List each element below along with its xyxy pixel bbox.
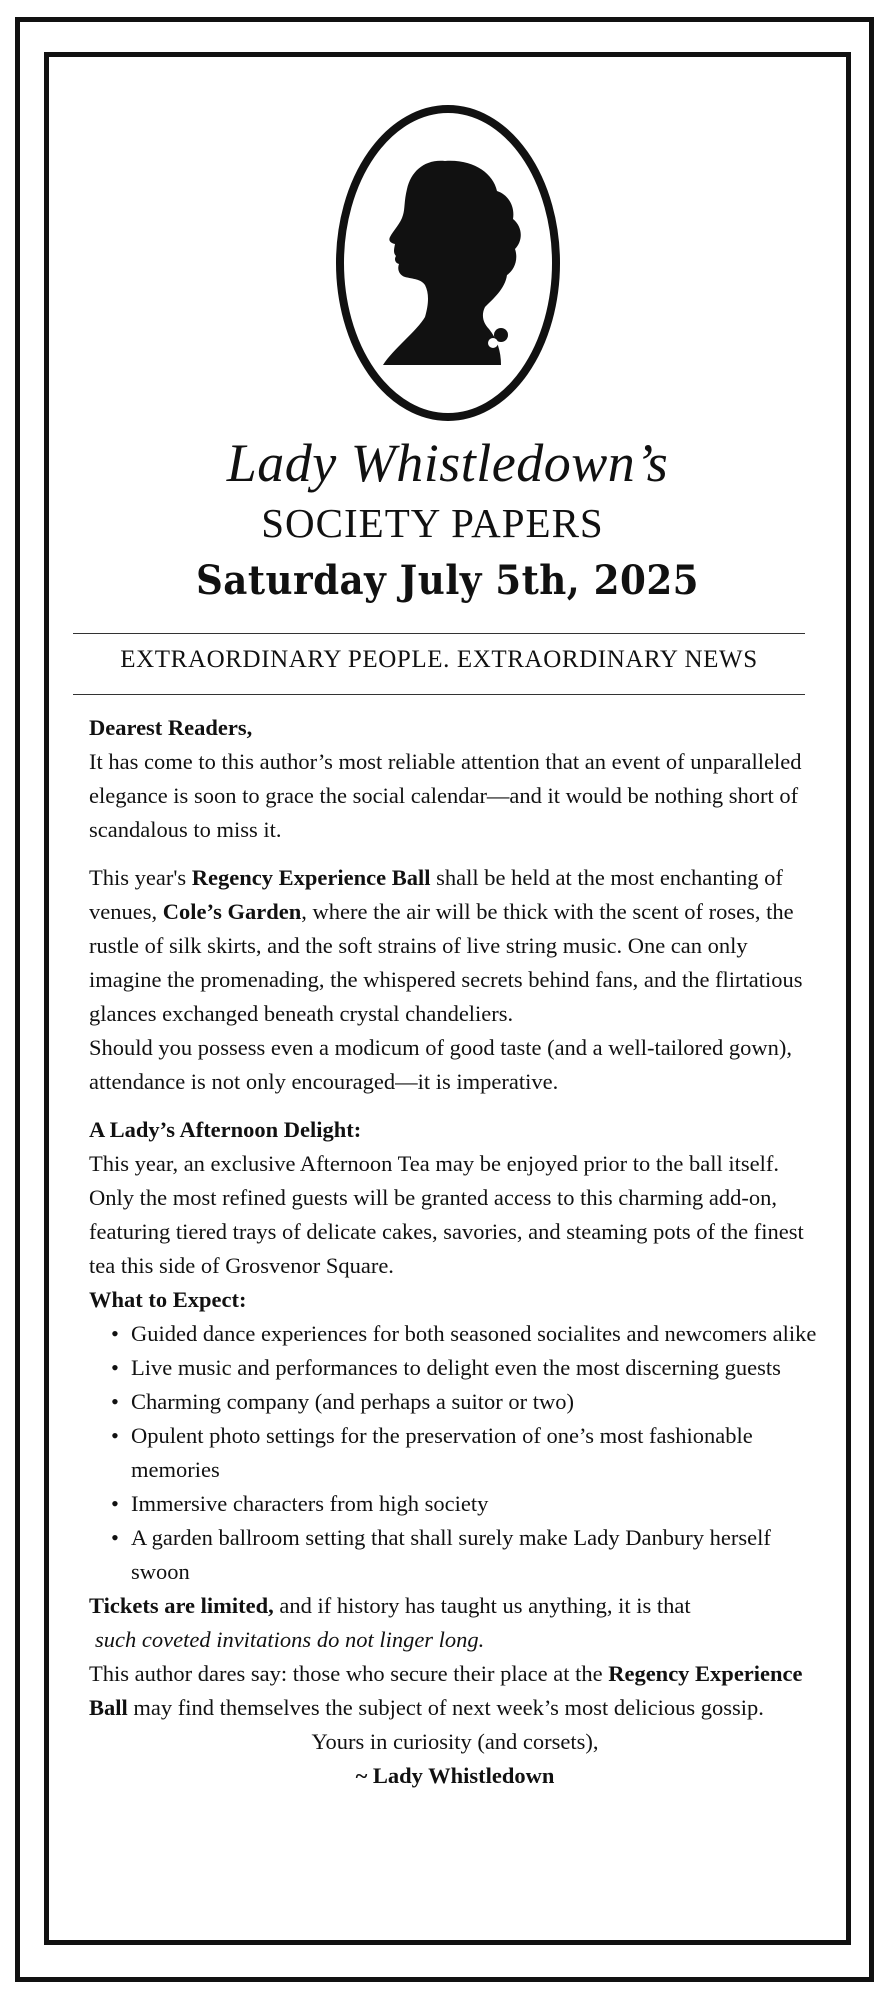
signature: ~ Lady Whistledown <box>355 1763 555 1788</box>
list-item: • Live music and performances to delight even the most discerning guests <box>89 1351 821 1385</box>
title-main: SOCIETY PAPERS <box>261 500 604 546</box>
list-item: • Guided dance experiences for both seasoned socialites and newcomers alike <box>89 1317 821 1351</box>
list-item: • A garden ballroom setting that shall surely make Lady Danbury herself swoon <box>89 1521 821 1589</box>
tickets-paragraph: Tickets are limited, and if history has taught us anything, it is that <box>89 1593 691 1618</box>
closing-line: Yours in curiosity (and corsets), <box>311 1729 599 1754</box>
expect-heading: What to Expect: <box>89 1287 247 1312</box>
lady-silhouette-cameo-icon <box>333 103 563 423</box>
tea-heading: A Lady’s Afternoon Delight: <box>89 1117 362 1142</box>
list-item: • Immersive characters from high society <box>89 1487 821 1521</box>
list-item: • Charming company (and perhaps a suitor or two) <box>89 1385 821 1419</box>
divider-bottom <box>73 694 805 695</box>
event-paragraph: This year's Regency Experience Ball shall be held at the most enchanting of venues, Cole’s Garden, where the air will be thick with the scent of roses, the rustle of silk skirts, and the soft strains of live string music. One can only imagine the promenading, the whispered secrets behind fans, and the flirtatious glances exchanged beneath crystal chandeliers. <box>89 865 803 1026</box>
issue-date: Saturday July 5th, 2025 <box>195 557 700 604</box>
list-item: • Opulent photo settings for the preservation of one’s most fashionable memories <box>89 1419 821 1487</box>
gossip-paragraph: This author dares say: those who secure their place at the Regency Experience Ball may find themselves the subject of next week’s most delicious gossip. <box>89 1661 803 1720</box>
venue-name: Cole’s Garden <box>162 899 302 924</box>
expect-list <box>89 1317 821 1589</box>
event-name-closing: Regency Experience Ball <box>89 1661 803 1720</box>
tickets-italic: such coveted invitations do not linger long. <box>95 1627 485 1652</box>
divider-top <box>73 633 805 634</box>
tagline: EXTRAORDINARY PEOPLE. EXTRAORDINARY NEWS <box>120 646 758 673</box>
title-script: Lady Whistledown’s <box>226 433 669 493</box>
letter-body <box>89 711 821 1793</box>
salutation: Dearest Readers, <box>89 715 253 740</box>
attendance-paragraph: Should you possess even a modicum of good taste (and a well-tailored gown), attendance is not only encouraged—it is imperative. <box>89 1035 792 1094</box>
intro-paragraph: It has come to this author’s most reliable attention that an event of unparalleled elegance is soon to grace the social calendar—and it would be nothing short of scandalous to miss it. <box>89 749 802 842</box>
tea-paragraph: This year, an exclusive Afternoon Tea may be enjoyed prior to the ball itself. Only the most refined guests will be granted access to this charming add-on, featuring tiered trays of delicate cakes, savories, and steaming pots of the finest tea this side of Grosvenor Square. <box>89 1151 804 1278</box>
event-name: Regency Experience Ball <box>191 865 431 890</box>
